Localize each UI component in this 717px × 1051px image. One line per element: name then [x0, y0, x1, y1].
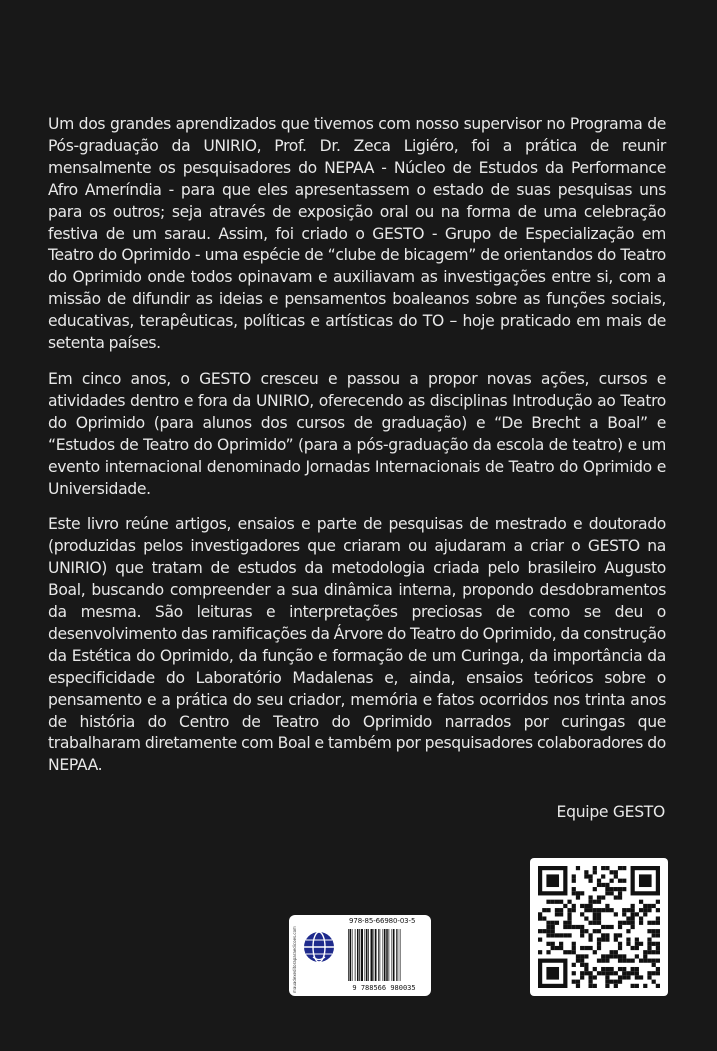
back-cover-text: [48, 114, 666, 791]
qr-code: [530, 858, 668, 996]
qr-code-icon: [538, 866, 660, 988]
globe-icon: [303, 931, 335, 963]
paragraph-1: Um dos grandes aprendizados que tivemos com nosso supervisor no Programa de Pós-graduação da UNIRIO, Prof. Dr. Zeca Ligiéro, foi a prática de reunir mensalmente os pesquisadores do NEPAA - Núcleo de Estudos da Performance Afro Ameríndia - para que eles apresentassem o estado de suas pesquisas uns para os outros; seja através de exposição oral ou na forma de uma celebração festiva de um sarau. Assim, foi criado o GESTO - Grupo de Especialização em Teatro do Oprimido - uma espécie de “clube de bicagem” de orientandos do Teatro do Oprimido onde todos opinavam e auxiliavam as investigações entre si, com a missão de difundir as ideias e pensamentos boaleanos sobre as funções sociais, educativas, terapêuticas, políticas e artísticas do TO – hoje praticado em mais de setenta países.: [48, 115, 666, 353]
paragraph-3: Este livro reúne artigos, ensaios e parte de pesquisas de mestrado e doutorado (produzidas pelos investigadores que criaram ou ajudaram a criar o GESTO na UNIRIO) que tratam de estudos da metodologia criada pelo brasileiro Augusto Boal, buscando compreender a sua dinâmica interna, propondo desdobramentos da mesma. São leituras e interpretações preciosas de como se deu o desenvolvimento das ramificações da Árvore do Teatro do Oprimido, da construção da Estética do Oprimido, da função e formação de um Curinga, da importância da especificidade do Laboratório Madalenas e, ainda, ensaios teóricos sobre o pensamento e a prática do seu criador, memória e fatos ocorridos nos trinta anos de história do Centro de Teatro do Oprimido narrados por curingas que trabalharam diretamente com Boal e também por pesquisadores colaboradores do NEPAA.: [48, 515, 666, 775]
isbn-barcode-label: [289, 915, 431, 996]
isbn-number: 978-85-66980-03-5: [349, 917, 416, 925]
signature: Equipe GESTO: [556, 803, 665, 821]
paragraph-2: Em cinco anos, o GESTO cresceu e passou a propor novas ações, cursos e atividades dentro e fora da UNIRIO, oferecendo as disciplinas Introdução ao Teatro do Oprimido (para alunos dos cursos de graduação) e “De Brecht a Boal” e “Estudos de Teatro do Oprimido” (para a pós-graduação da escola de teatro) e um evento internacional denominado Jornadas Internacionais de Teatro do Oprimido e Universidade.: [48, 369, 666, 498]
publisher-url: mauadexeditoraparaedicoes.com: [292, 926, 297, 993]
barcode-digits: 9 788566 980035: [352, 984, 416, 992]
barcode-icon: [344, 927, 424, 993]
